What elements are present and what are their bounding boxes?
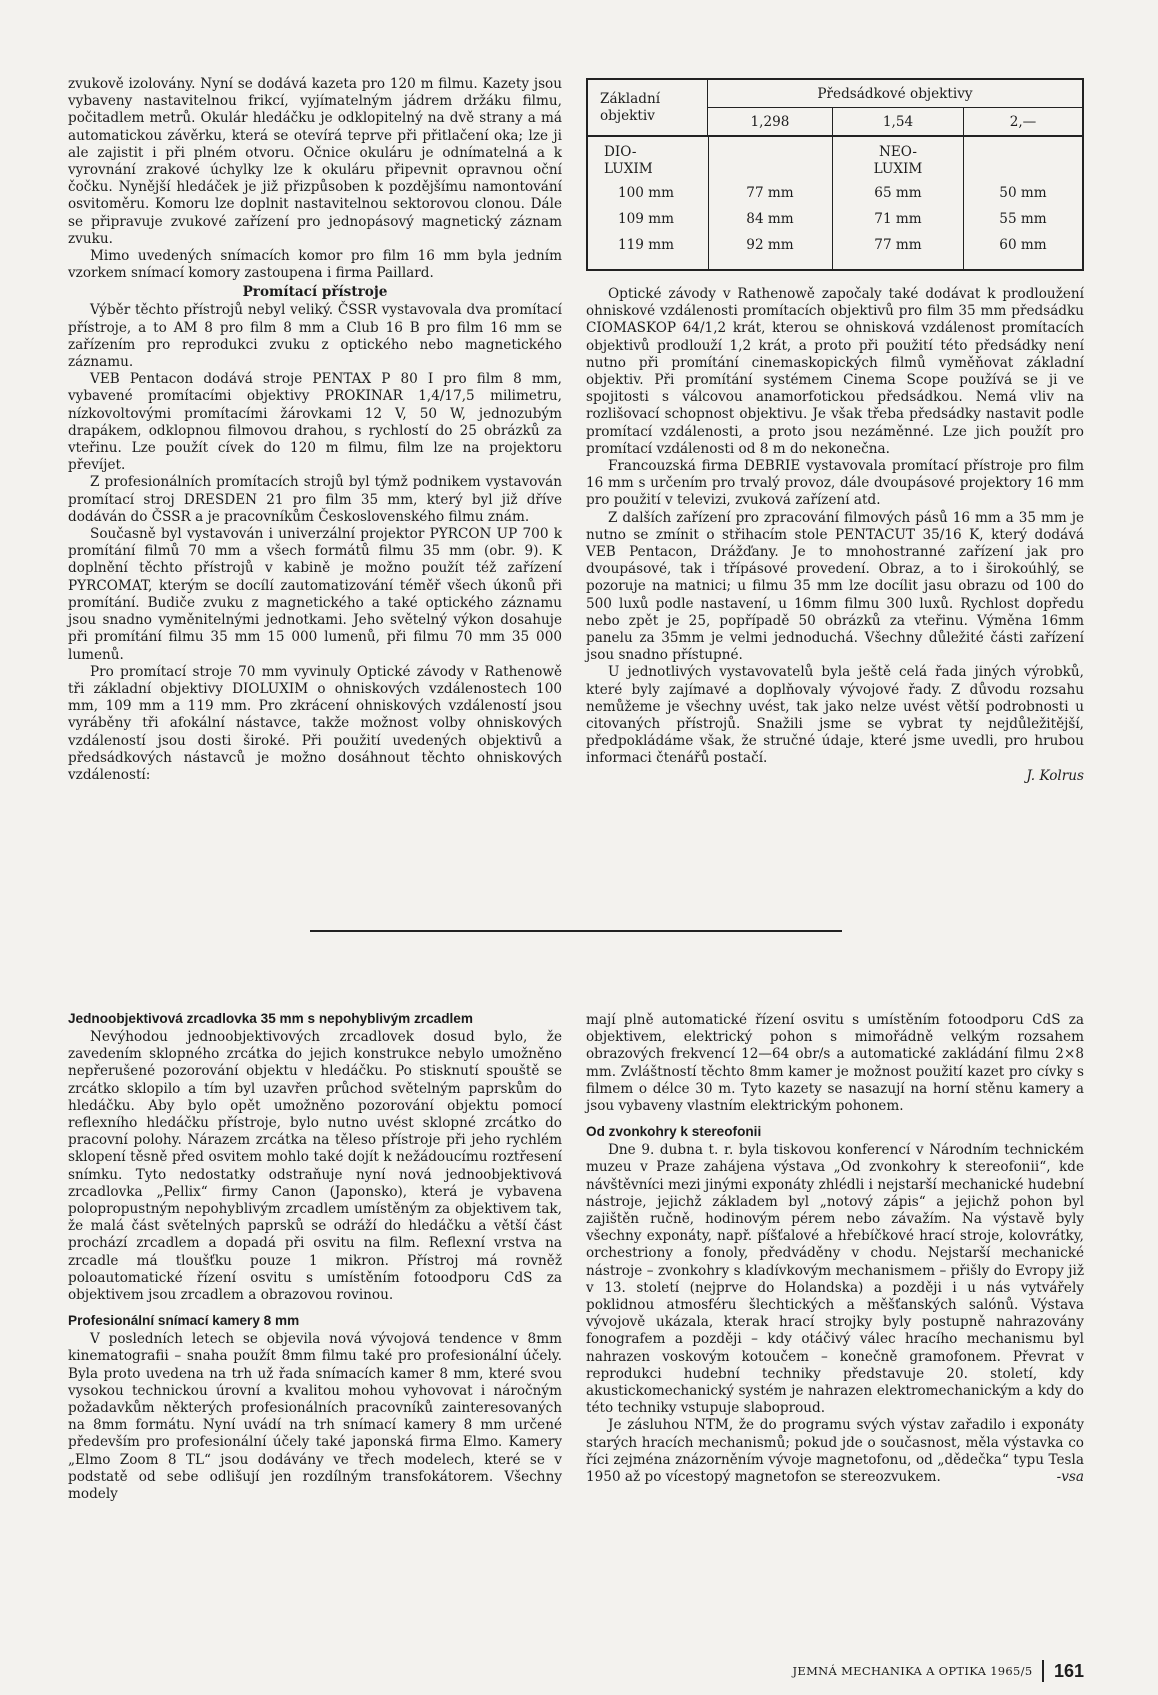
table-cell-focal: 71 mm [874,211,922,227]
paragraph: VEB Pentacon dodává stroje PENTAX P 80 I pro film 8 mm, vybavené promítacími objektivy PROKINAR 1,4/17,5 milimetru, nízkovoltovými promítacími žárovkami 12 V, 50 W, jednozubým drapákem, odklopnou filmovou drahou, s rychlostí do 25 obrázků za vteřinu. Lze použít cívek do 120 m filmu, film lze na projektoru převíjet. [68,371,562,474]
bottom-left-column [68,1010,562,1503]
brand-neoluxim: NEO-LUXIM [873,144,923,177]
author-signature: J. Kolrus [1026,767,1084,784]
paragraph: Současně byl vystavován i univerzální projektor PYRCON UP 700 k promítání filmů 70 mm a všech formátů filmu 35 mm (obr. 9). K doplnění těchto přístrojů v kabině je možno použít též zařízení PYRCOMAT, kterým se docílí zautomatizování téměř všech úkonů při promítání. Budiče zvuku z magnetického a také optického záznamu jsou snadno vyměnitelnými jednotkami. Jeho světelný výkon dosahuje při promítání filmu 35 mm 15 000 lumenů, při filmu 70 mm 35 000 lumenů. [68,526,562,663]
table-cell-base-focal: 119 mm [618,237,675,253]
table-cell-focal: 77 mm [746,185,794,201]
ratio-cell: 2,— [1009,114,1037,130]
header-base-lens: Základní objektiv [600,91,661,124]
top-right-column [586,286,1084,785]
bottom-right-column [586,1012,1084,1486]
section-subheading: Promítací přístroje [242,284,388,301]
table-cell-focal: 77 mm [874,237,922,253]
author-signature: -vsa [1056,1469,1084,1486]
paragraph: Z dalších zařízení pro zpracování filmových pásů 16 mm a 35 mm je nutno se zmínit o střihacím stole PENTACUT 35/16 K, který dodává VEB Pentacon, Drážďany. Je to mnohostranné zařízení jak pro dvoupásové, tak i třípásové provedení. Obraz, a to i širokoúhlý, se pozoruje na matnici; u filmu 35 mm lze docílit jasu obrazu od 100 do 500 luxů podle nastavení, u 16mm filmu 300 luxů. Rychlost dopředu nebo zpět je 25, popřípadě 50 obrázků za vteřinu. Výměna 16mm panelu za 35mm je velmi jednoduchá. Všechny důležité části zařízení jsou snadno přístupné. [586,509,1084,664]
lens-table [586,78,1084,271]
table-cell-base-focal: 109 mm [618,211,675,227]
page-number: 161 [1053,1660,1084,1681]
journal-title: JEMNÁ MECHANIKA A OPTIKA 1965/5 [792,1664,1033,1678]
table-cell-focal: 92 mm [746,237,794,253]
paragraph: Z profesionálních promítacích strojů byl týmž podnikem vystavován promítací stroj DRESDEN 21 pro film 35 mm, který byl již dříve dodáván do ČSSR a je pracovníkům Československého filmu znám. [68,474,562,525]
paragraph: Je zásluhou NTM, že do programu svých výstav zařadilo i exponáty starých hracích mechanismů; pokud jde o současnost, měla výstavka co říci zejména znázorněním vývoje magnetofonu, od „dědečka“ typu Tesla 1950 až po vícestopý magnetofon se stereozvukem. [586,1417,1084,1486]
paragraph: V posledních letech se objevila nová vývojová tendence v 8mm kinematografii – snaha použít 8mm filmu také pro profesionální účely. Byla proto uvedena na trh už řada snímacích kamer 8 mm, které svou vysokou technickou úrovní a kvalitou mohou vyhovovat i náročným požadavkům některých profesionálních pracovníků zainteresovaných na 8mm formátu. Nyní uvádí na trh snímací kamery 8 mm určené především pro profesionální účely také japonská firma Elmo. Kamery „Elmo Zoom 8 TL“ jsou dodávány ve třech modelech, které se v podstatě od sebe odlišují jen rozdílným transfokátorem. Všechny modely [68,1331,562,1503]
paragraph: Francouzská firma DEBRIE vystavovala promítací přístroje pro film 16 mm s určením pro trvalý provoz, dále dvoupásové projektory 16 mm pro použití v televizi, zvuková zařízení atd. [586,458,1084,509]
ratio-cell: 1,298 [750,114,790,130]
table-cell-focal: 55 mm [999,211,1047,227]
brand-dioluxim: DIO-LUXIM [604,144,653,177]
paragraph: Pro promítací stroje 70 mm vyvinuly Optické závody v Rathenowě tři základní objektivy DIOLUXIM o ohniskových vzdálenostech 100 mm, 109 mm a 119 mm. Pro zkrácení ohniskových vzdáleností jsou vyráběny tři afokální nástavce, takže možnost volby ohniskových vzdáleností jsou dosti široké. Při použití uvedených objektivů a předsádkových nástavců je možno dosáhnout těchto ohniskových vzdáleností: [68,663,562,783]
table-cell-focal: 50 mm [999,185,1047,201]
paragraph: Optické závody v Rathenowě započaly také dodávat k prodloužení ohniskové vzdálenosti promítacích objektivů pro film 35 mm předsádku CIOMASKOP 64/1,2 krát, kterou se ohnisková vzdálenost promítacích objektivů prodlouží 1,2 krát, a proto při použití této předsádky není nutno při promítání cinemaskopických filmů vyměňovat základní objektiv. Při promítání systémem Cinema Scope používá se ji ve spojitosti s válcovou anamorfotickou předsádkou. Nemá vliv na rozlišovací schopnost objektivu. Je však třeba předsádky nastavit podle promítací vzdálenosti, a proto jsou nezáměnné. Lze jich použít pro promítací vzdálenosti od 8 m do nekonečna. [586,286,1084,457]
paragraph: Dne 9. dubna t. r. byla tiskovou konferencí v Národním technickém muzeu v Praze zahájena výstava „Od zvonkohry k stereofonii“, kde návštěvníci mezi jinými exponáty zhlédli i nejstarší mechanické hudební nástroje, jejichž základem byl „notový zápis“ a jejichž pohon byl zajištěn ručně, hodinovým pérem nebo závažím. Na výstavě byly všechny exponáty, např. píšťalové a hřebíčkové hrací stroje, kolovrátky, orchestriony a fonoly, předváděny v chodu. Nejstarší mechanické nástroje – zvonkohry s kladívkovým mechanismem – přišly do Evropy již v 13. století (nejprve do Holandska) a později i u nás vytvářely poklidnou atmosféru šlechtických a měšťanských salónů. Výstava vývojově ukázala, kterak hrací strojky byly postupně nahrazovány fonografem a později – kdy otáčivý válec hracího mechanismu byl nahrazen voskovým kotoučem – konečně gramofonem. Převrat v reprodukci hudební techniky představuje 20. století, kdy akustickomechanický systém je nahrazen elektromechanickým a kdy do této techniky vstupuje slaboproud. [586,1142,1084,1417]
ratio-cell: 1,54 [882,114,914,130]
top-left-column [68,76,562,784]
table-cell-focal: 65 mm [874,185,922,201]
article-heading: Jednoobjektivová zrcadlovka 35 mm s nepohyblivým zrcadlem [68,1011,473,1026]
footer-separator [1042,1660,1044,1682]
paragraph: Mimo uvedených snímacích komor pro film 16 mm byla jedním vzorkem snímací komory zastoupena i firma Paillard. [68,248,562,282]
header-attachment-lenses: Předsádkové objektivy [817,86,973,102]
paragraph: zvukově izolovány. Nyní se dodává kazeta pro 120 m filmu. Kazety jsou vybaveny nastavitelnou frikcí, vyjímatelným jádrem držáku filmu, počitadlem metrů. Okulár hledáčku je odklopitelný na dvě strany a má automatickou závěrku, která se otevírá teprve při přitlačení oka; lze ji ale zajistit i při plném otvoru. Očnice okuláru je odnímatelná a k vyrovnání zrakové úchylky lze k okuláru připevnit opravnou oční čočku. Nynější hledáček je již přizpůsoben k pozdějšímu namontování osvitoměru. Komoru lze doplnit nastavitelnou sektorovou clonou. Dále se připravuje zvukové zařízení pro jednopásový magnetický záznam zvuku. [68,76,562,247]
page-footer [748,1660,1084,1682]
article-heading: Profesionální snímací kamery 8 mm [68,1313,300,1329]
paragraph: Výběr těchto přístrojů nebyl veliký. ČSSR vystavovala dva promítací přístroje, a to AM 8 pro film 8 mm a Club 16 B pro film 16 mm se zařízením pro reprodukci zvuku z optického nebo magnetického záznamu. [68,302,562,371]
table-cell-focal: 84 mm [746,211,794,227]
section-divider [310,930,842,932]
table-cell-focal: 60 mm [999,237,1047,253]
paragraph: mají plně automatické řízení osvitu s umístěním fotoodporu CdS za objektivem, elektrický pohon s mimořádně velkým rozsahem obrazových frekvencí 12—64 obr/s a automatické zakládání filmu 2×8 mm. Zvláštností těchto 8mm kamer je možnost použití kazet pro cívky s filmem o délce 30 m. Tyto kazety se nasazují na horní stěnu kamery a jsou vybaveny vlastním elektrickým pohonem. [586,1012,1084,1115]
paragraph: Nevýhodou jednoobjektivových zrcadlovek dosud bylo, že zavedením sklopného zrcátka do jejich konstrukce nebylo umožněno nepřerušené pozorování objektu v hledáčku. Po stisknutí spouště se zrcátko sklopilo a tím byl uzavřen průchod světelným paprskům do hledáčku. Aby bylo opět umožněno pozorování objektu pomocí reflexního hledáčku přístroje, bylo nutno uvést sklopné zrcátko do pracovní polohy. Nárazem zrcátka na těleso přístroje při jeho rychlém sklopení těsně před osvitem mohlo také dojít k nežádoucímu roztřesení snímku. Tyto nedostatky odstraňuje nyní nová jednoobjektivová zrcadlovka „Pellix“ firmy Canon (Japonsko), která je vybavena polopropustným nepohyblivým zrcadlem umístěným za objektivem tak, že malá část světelných paprsků se odráží do hledáčku a větší část prochází zrcadlem a dopadá při osvitu na film. Reflexní vrstva na zrcadle má tloušťku pouze 1 mikron. Přístroj má rovněž poloautomatické řízení osvitu s umístěním fotoodporu CdS za objektivem jsou zrcadlem a obrazovou rovinou. [68,1029,562,1304]
article-heading: Od zvonkohry k stereofonii [586,1124,762,1140]
paragraph: U jednotlivých vystavovatelů byla ještě celá řada jiných výrobků, které byly zajímavé a doplňovaly vývojové řady. Z důvodu rozsahu nemůžeme je všechny uvést, tak jako nelze uvést větší podrobnosti u citovaných přístrojů. Snažili jsme se vybrat ty nejdůležitější, předpokládáme však, že stručné údaje, které jsme uvedli, pro hrubou informaci čtenářů postačí. [586,664,1084,767]
table-cell-base-focal: 100 mm [618,185,675,201]
